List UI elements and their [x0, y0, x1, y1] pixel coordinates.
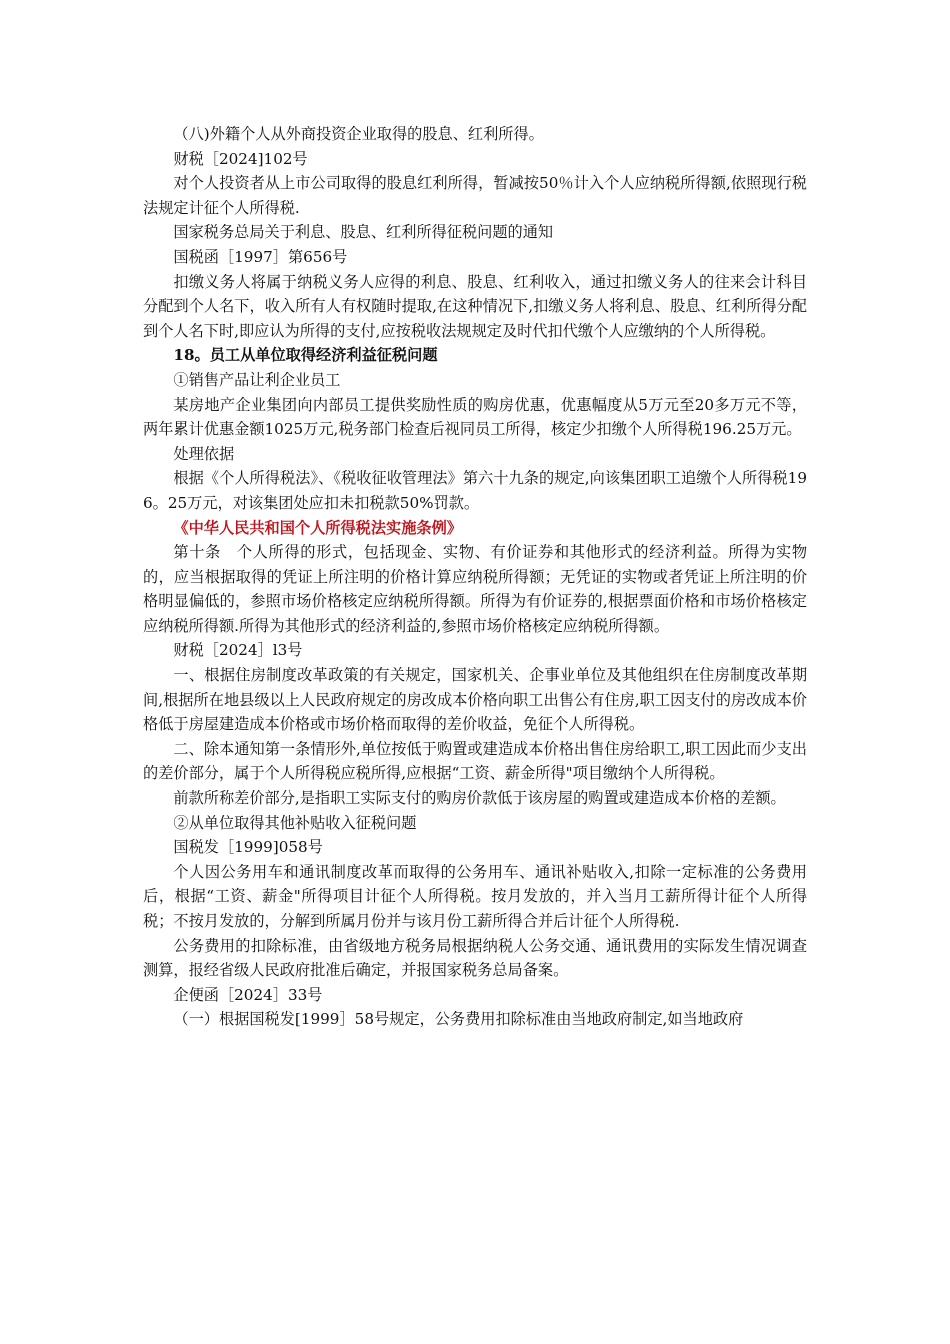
label-basis: 处理依据	[173, 444, 235, 463]
paragraph-foreign-dividends: （八)外籍个人从外商投资企业取得的股息、红利所得。	[173, 125, 544, 143]
document-page	[143, 122, 807, 1032]
paragraph-article-10: 第十条 个人所得的形式，包括现金、实物、有价证券和其他形式的经济利益。所得为实物的，应当根据取得的凭证上所注明的价格计算应纳税所得额；无凭证的实物或者凭证上所注明的价格明显偏低的，参照市场价格核定应纳税所得额。所得为有价证券的,根据票面价格和市场价格核定应纳税所得额.所得为其他形式的经济利益的,参照市场价格核定应纳税所得额。	[143, 543, 807, 635]
paragraph-housing-reform-2: 二、除本通知第一条情形外,单位按低于购置或建造成本价格出售住房给职工,职工因此而少支出的差价部分，属于个人所得税应税所得,应根据“工资、薪金所得"项目缴纳个人所得税。	[143, 739, 807, 783]
paragraph-item-1: （一）根据国税发[1999］58号规定，公务费用扣除标准由当地政府制定,如当地政府	[173, 1010, 744, 1029]
paragraph-listed-company-dividends: 对个人投资者从上市公司取得的股息红利所得，暂减按50％计入个人应纳税所得额,依照现行税法规定计征个人所得税.	[143, 174, 807, 217]
paragraph-deduction-standard: 公务费用的扣除标准，由省级地方税务局根据纳税人公务交通、通讯费用的实际发生情况调查测算，报经省级人民政府批准后确定，并报国家税务总局备案。	[143, 936, 807, 980]
paragraph-housing-reform-1: 一、根据住房制度改革政策的有关规定，国家机关、企事业单位及其他组织在住房制度改革期间,根据所在地县级以上人民政府规定的房改成本价格向职工出售公有住房,职工因支付的房改成本价格低于房屋建造成本价格或市场价格而取得的差价收益，免征个人所得税。	[143, 666, 807, 734]
subheading-product-discount: ①销售产品让利企业员工	[173, 370, 341, 389]
paragraph-real-estate-case: 某房地产企业集团向内部员工提供奖励性质的购房优惠，优惠幅度从5万元至20多万元不等，两年累计优惠金额1025万元,税务部门检查后视同员工所得，核定少扣缴个人所得税196.25万元。	[143, 395, 807, 439]
doc-ref-guoshuihan-656: 国税函［1997］第656号	[173, 247, 348, 266]
section-heading-18: 18。员工从单位取得经济利益征税问题	[173, 346, 438, 365]
doc-ref-guoshuifa-058: 国税发［1999]058号	[173, 838, 323, 857]
regulation-title: 《中华人民共和国个人所得税法实施条例》	[173, 518, 462, 537]
doc-ref-caishui-13: 财税［2024］l3号	[173, 641, 303, 660]
subheading-other-subsidies: ②从单位取得其他补贴收入征税问题	[173, 813, 417, 832]
notice-title-interest-dividends: 国家税务总局关于利息、股息、红利所得征税问题的通知	[173, 223, 554, 242]
paragraph-basis-detail: 根据《个人所得税法》、《税收征收管理法》第六十九条的规定,向该集团职工追缴个人所得税196。25万元，对该集团处应扣未扣税款50%罚款。	[143, 469, 807, 512]
doc-ref-caishui-102: 财税［2024]102号	[173, 149, 308, 168]
doc-ref-qibianhan-33: 企便函［2024］33号	[173, 985, 323, 1004]
paragraph-withholding-agent: 扣缴义务人将属于纳税义务人应得的利息、股息、红利收入，通过扣缴义务人的往来会计科目分配到个人名下，收入所有人有权随时提取,在这种情况下,扣缴义务人将利息、股息、红利所得分配到个人名下时,即应认为所得的支付,应按税收法规规定及时代扣代缴个人应缴纳的个人所得税。	[143, 272, 807, 340]
paragraph-price-difference: 前款所称差价部分,是指职工实际支付的购房价款低于该房屋的购置或建造成本价格的差额。	[173, 789, 786, 808]
paragraph-vehicle-communication-subsidy: 个人因公务用车和通讯制度改革而取得的公务用车、通讯补贴收入,扣除一定标准的公务费用后，根据“工资、薪金"所得项目计征个人所得税。按月发放的，并入当月工薪所得计征个人所得税；不按月发放的，分解到所属月份并与该月份工薪所得合并后计征个人所得税.	[143, 862, 807, 930]
